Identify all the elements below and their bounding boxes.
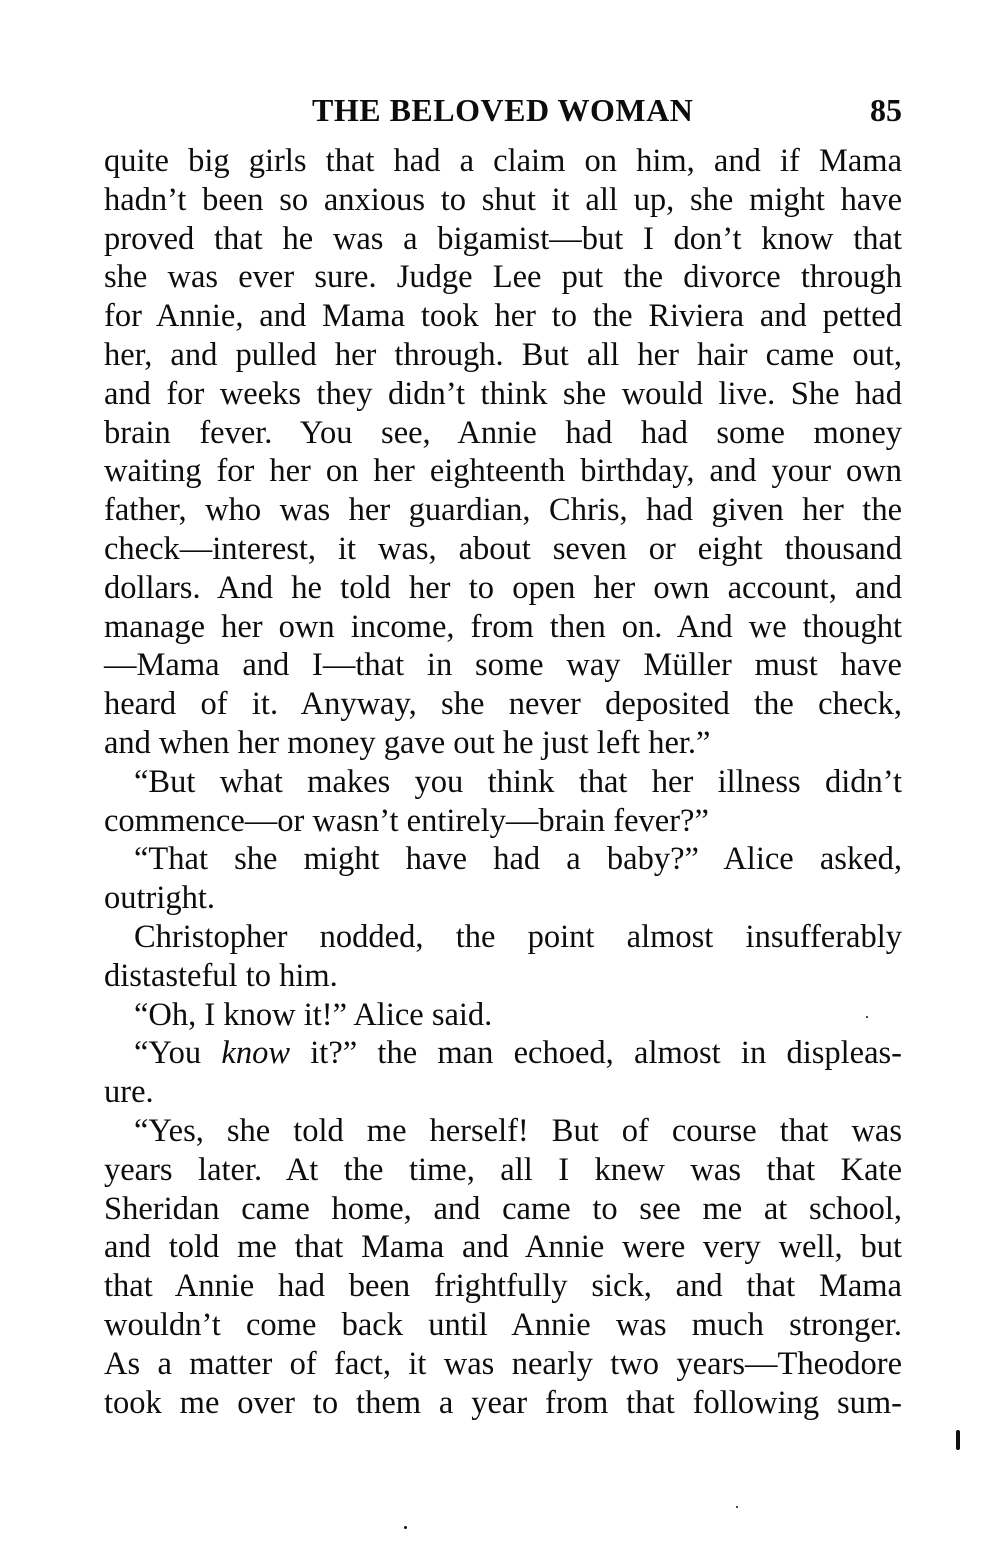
text-line-24 — [104, 1034, 902, 1073]
text-line-17: “But what makes you think that her illness didn’t — [134, 763, 902, 800]
text-line-4: she was ever sure. Judge Lee put the divorce through — [104, 259, 902, 296]
text-line-14: —Mama and I—that in some way Müller must have — [104, 647, 902, 684]
text-line-23: “Oh, I know it!” Alice said. — [134, 996, 493, 1033]
text-line-12: dollars. And he told her to open her own account, and — [104, 569, 902, 606]
text-line-13: manage her own income, from then on. And we thought — [104, 608, 902, 645]
text-line-11: check—interest, it was, about seven or eight thousand — [104, 530, 902, 567]
scan-speck — [404, 1526, 407, 1529]
text-line-9: waiting for her on her eighteenth birthday, and your own — [104, 453, 902, 490]
text-line-31: wouldn’t come back until Annie was much stronger. — [104, 1306, 902, 1343]
text-line-22: distasteful to him. — [104, 957, 338, 994]
text-line-25: ure. — [104, 1074, 154, 1111]
text-line-6: her, and pulled her through. But all her hair came out, — [104, 336, 902, 373]
page-number: 85 — [870, 92, 902, 128]
text-line-16: and when her money gave out he just left her.” — [104, 724, 711, 761]
text-line-26: “Yes, she told me herself! But of course that was — [134, 1112, 902, 1149]
running-head — [104, 80, 902, 142]
text-line-28: Sheridan came home, and came to see me at school, — [104, 1190, 902, 1227]
text-line-21: Christopher nodded, the point almost insufferably — [134, 918, 902, 955]
text-line-24-start: “You — [134, 1035, 222, 1072]
body-text — [104, 142, 902, 1422]
text-line-32: As a matter of fact, it was nearly two years—Theodore — [104, 1345, 902, 1382]
scan-speck — [736, 1506, 738, 1508]
text-line-15: heard of it. Anyway, she never deposited the check, — [104, 686, 902, 723]
text-line-2: hadn’t been so anxious to shut it all up, she might have — [104, 181, 902, 218]
scan-speck — [866, 1016, 868, 1018]
text-line-27: years later. At the time, all I knew was that Kate — [104, 1151, 902, 1188]
text-line-1: quite big girls that had a claim on him, and if Mama — [104, 143, 902, 179]
text-line-30: that Annie had been frightfully sick, and that Mama — [104, 1268, 902, 1305]
emphasized-word: know — [221, 1035, 291, 1072]
running-title: THE BELOVED WOMAN — [312, 92, 694, 128]
text-line-3: proved that he was a bigamist—but I don’t know that — [104, 220, 902, 257]
text-line-18: commence—or wasn’t entirely—brain fever?” — [104, 802, 709, 839]
text-line-24-end: it?” the man echoed, almost in displeas- — [290, 1035, 902, 1072]
text-line-10: father, who was her guardian, Chris, had given her the — [104, 492, 902, 529]
scan-speck — [956, 1430, 960, 1450]
text-line-19: “That she might have had a baby?” Alice asked, — [134, 841, 902, 878]
text-line-33: took me over to them a year from that following sum- — [104, 1384, 902, 1421]
text-line-5: for Annie, and Mama took her to the Riviera and petted — [104, 298, 902, 335]
text-line-8: brain fever. You see, Annie had had some money — [104, 414, 902, 451]
text-line-20: outright. — [104, 880, 216, 917]
text-line-29: and told me that Mama and Annie were very well, but — [104, 1229, 902, 1266]
book-page — [104, 80, 902, 1422]
text-line-7: and for weeks they didn’t think she would live. She had — [104, 375, 902, 412]
